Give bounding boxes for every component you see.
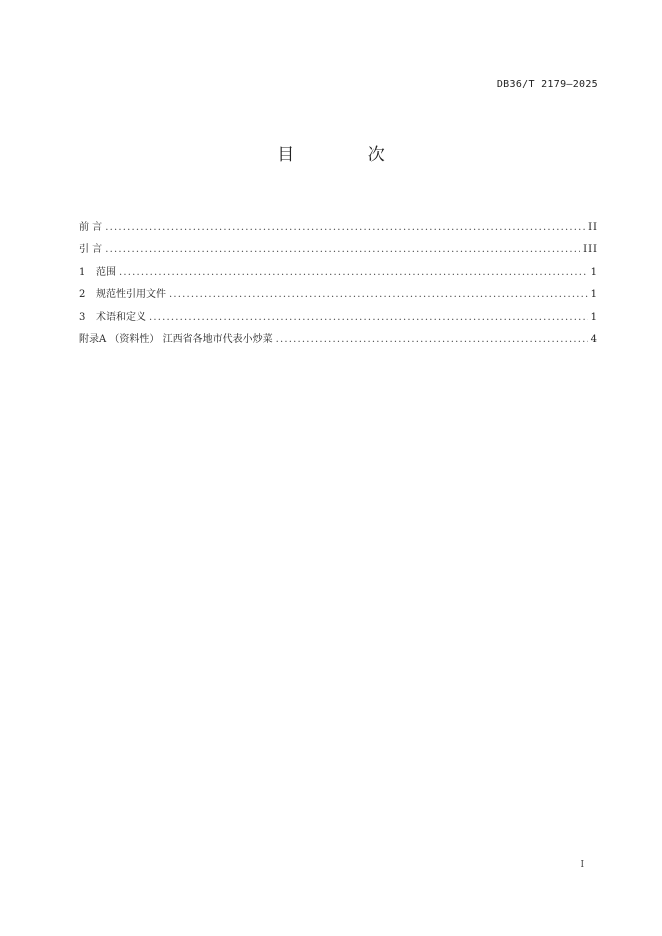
document-code: DB36/T 2179—2025 <box>496 79 598 90</box>
toc-entry-page: 4 <box>590 333 598 345</box>
toc-entry-label: 范围 <box>96 266 116 278</box>
toc-entry-label: 规范性引用文件 <box>96 289 166 301</box>
toc-entry-appendix-a[interactable] <box>79 330 598 352</box>
table-of-contents <box>79 218 598 352</box>
toc-entry-page: 1 <box>590 289 598 301</box>
toc-leader-dots <box>169 289 588 300</box>
toc-entry-label: 术语和定义 <box>96 311 146 323</box>
toc-entry-introduction[interactable] <box>79 240 598 262</box>
toc-leader-dots <box>105 222 585 233</box>
toc-entry-page: 1 <box>590 266 598 278</box>
toc-entry-page: II <box>588 222 598 233</box>
page-title: 目 次 <box>277 145 419 165</box>
toc-leader-dots <box>119 267 588 278</box>
toc-leader-dots <box>105 244 580 255</box>
toc-entry-foreword[interactable] <box>79 218 598 240</box>
page-number: I <box>580 860 584 870</box>
toc-leader-dots <box>149 312 588 323</box>
toc-leader-dots <box>276 334 588 345</box>
toc-entry-number: 3 <box>79 311 86 323</box>
toc-entry-label: 前 言 <box>79 222 103 233</box>
toc-entry-number: 1 <box>79 266 86 278</box>
toc-entry-number: 2 <box>79 289 86 301</box>
toc-entry-scope[interactable] <box>79 263 598 285</box>
toc-entry-label: 引 言 <box>79 244 103 256</box>
toc-entry-terms-definitions[interactable] <box>79 308 598 330</box>
toc-entry-normative-references[interactable] <box>79 285 598 307</box>
toc-entry-label: 附录A （资料性） 江西省各地市代表小炒菜 <box>79 333 273 345</box>
toc-entry-page: III <box>583 244 598 256</box>
toc-entry-page: 1 <box>590 311 598 323</box>
